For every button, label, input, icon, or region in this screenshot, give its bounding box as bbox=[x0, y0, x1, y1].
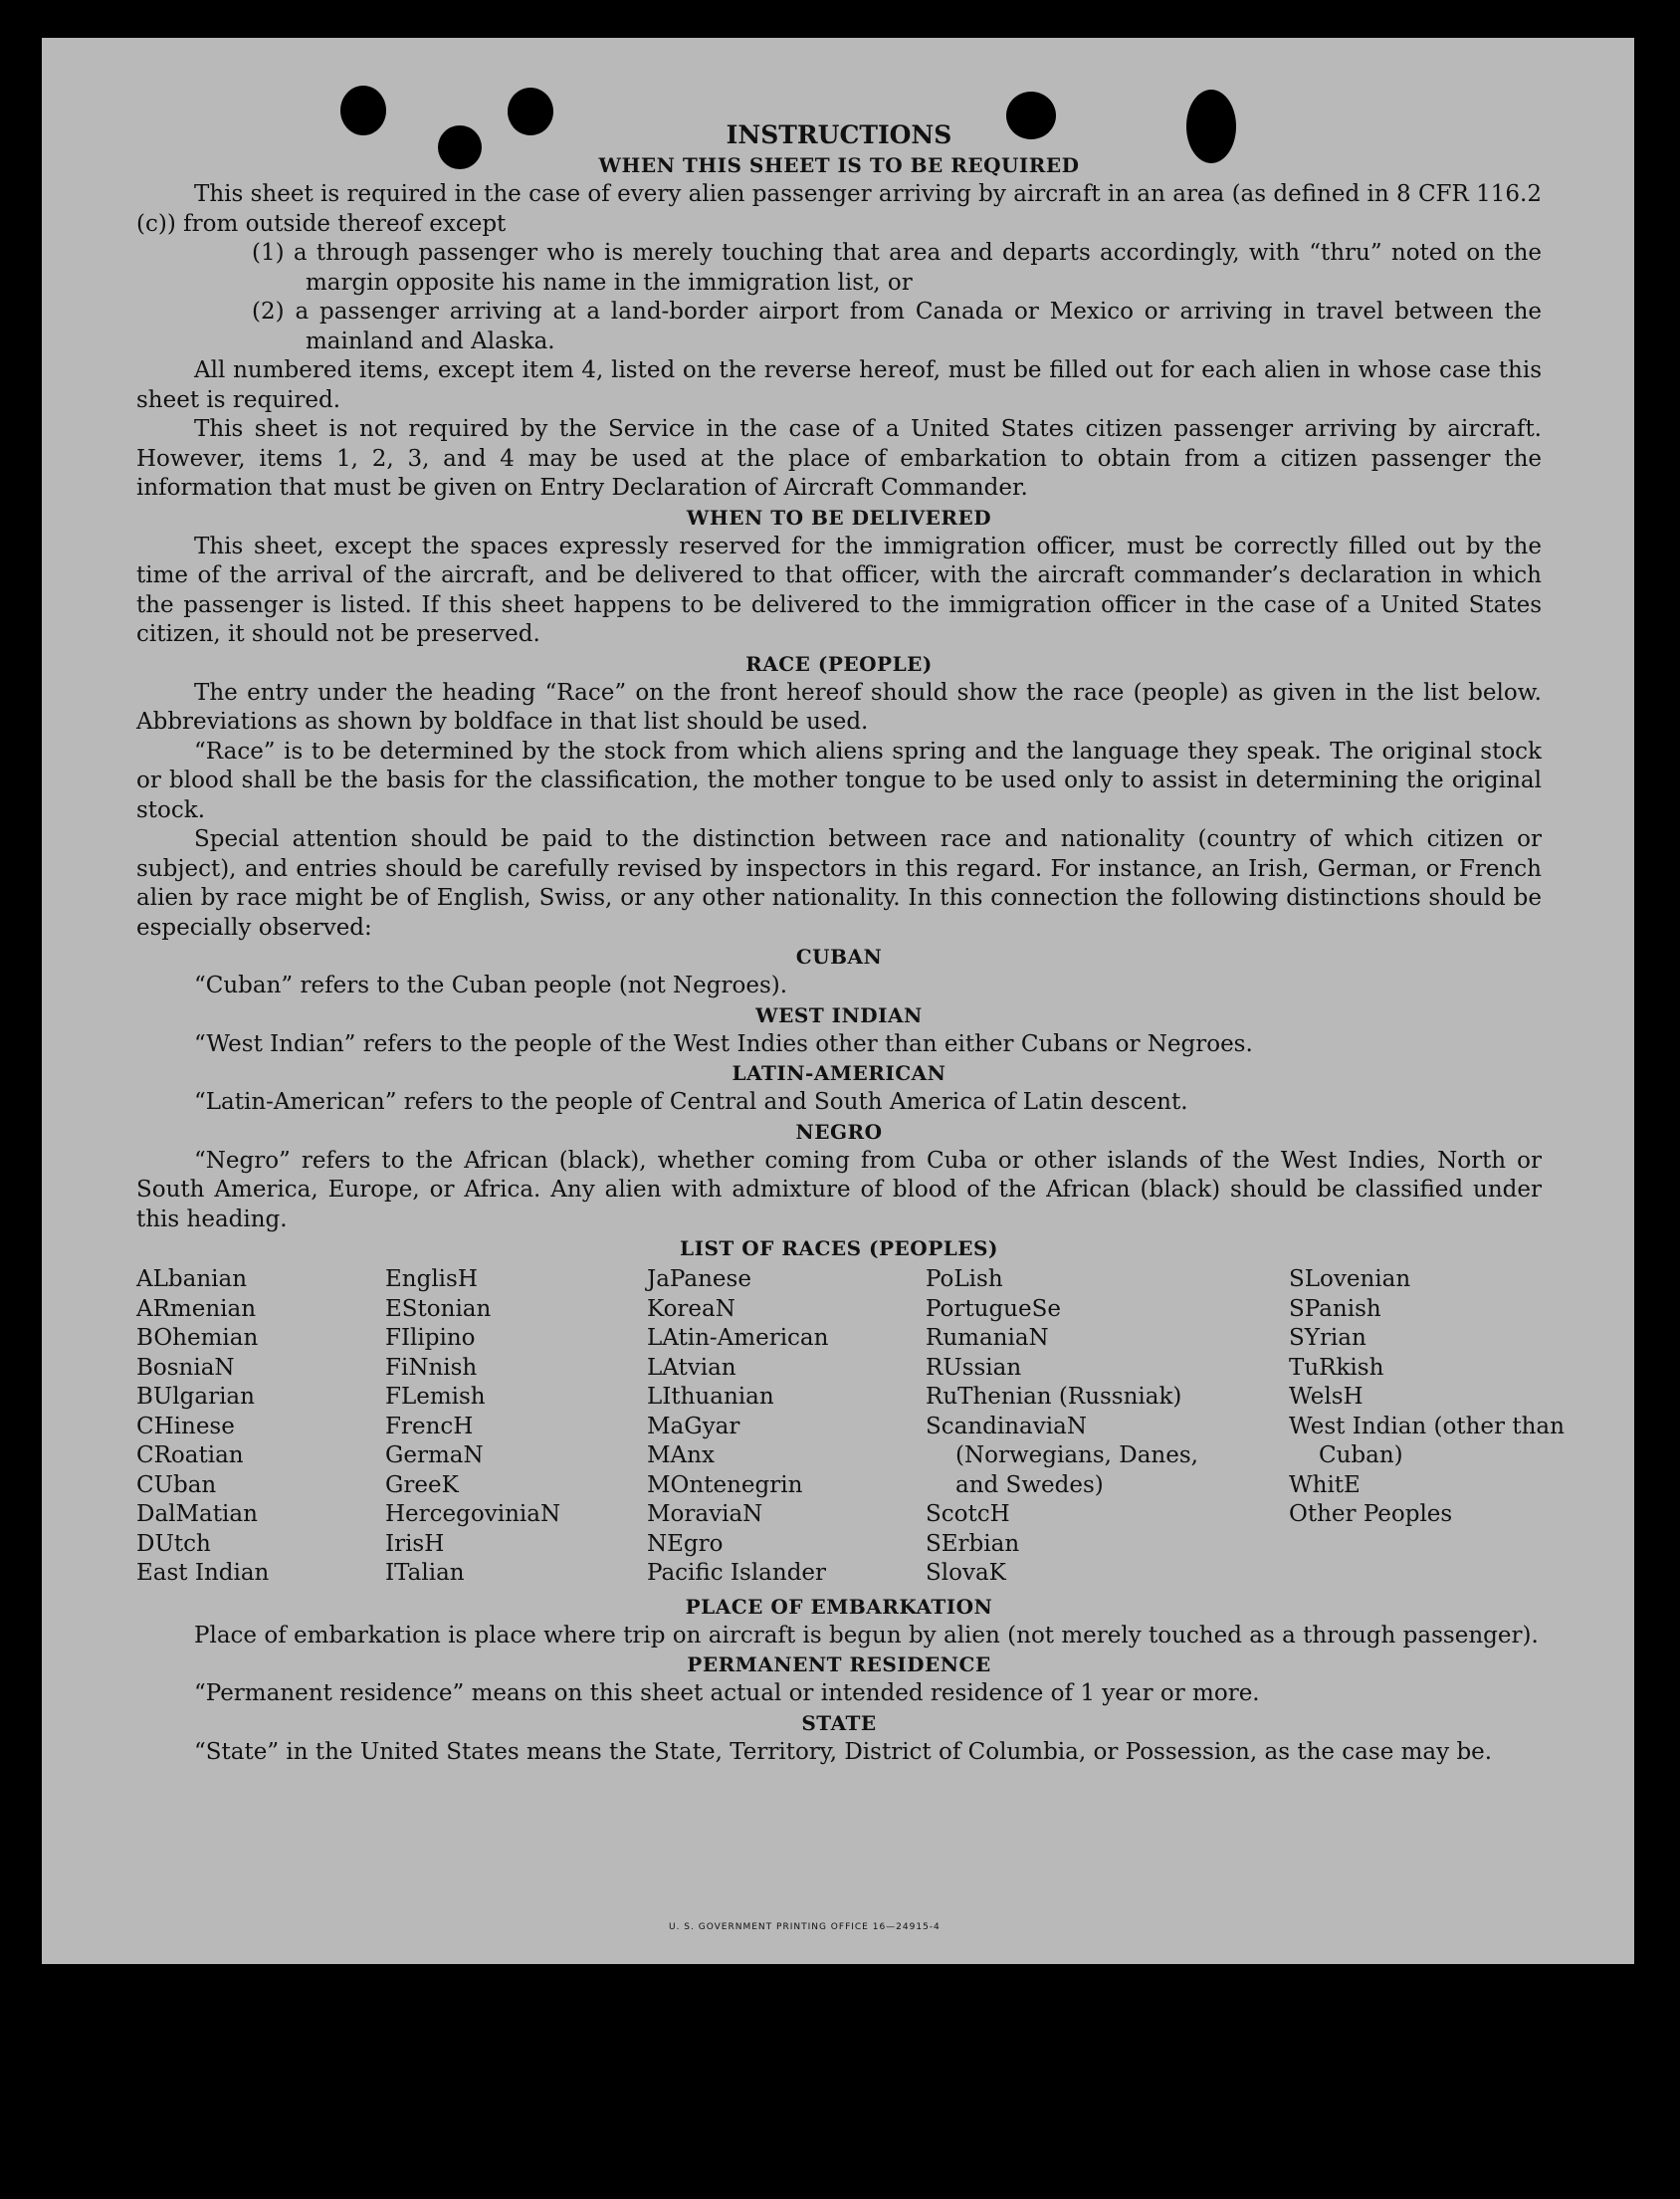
race-entry: MoraviaN bbox=[647, 1501, 763, 1527]
race-entry: FLemish bbox=[385, 1384, 486, 1410]
races-column bbox=[1289, 1265, 1565, 1589]
races-column bbox=[647, 1265, 926, 1589]
document-body bbox=[136, 119, 1565, 1767]
race-entry: BosniaN bbox=[136, 1354, 235, 1381]
race-entry: SLovenian bbox=[1289, 1266, 1411, 1292]
races-list bbox=[136, 1265, 1565, 1589]
race-entry: SPanish bbox=[1289, 1295, 1381, 1322]
race-entry: ScandinaviaN (Norwegians, Danes, and Swedes) bbox=[926, 1413, 1198, 1498]
heading-permanent-residence: PERMANENT RESIDENCE bbox=[687, 1652, 991, 1676]
race-entry: RuThenian (Russniak) bbox=[926, 1384, 1182, 1410]
heading-delivered: WHEN TO BE DELIVERED bbox=[686, 505, 992, 530]
paragraph: All numbered items, except item 4, listed on the reverse hereof, must be filled out for each alien in whose case this sheet is required. bbox=[136, 357, 1542, 413]
race-entry: LAtvian bbox=[647, 1354, 736, 1381]
heading-latin-american: LATIN-AMERICAN bbox=[732, 1061, 946, 1085]
document-sheet bbox=[42, 38, 1634, 1964]
document-title: INSTRUCTIONS bbox=[726, 120, 952, 149]
race-entry: PoLish bbox=[926, 1266, 1003, 1292]
race-entry: IrisH bbox=[385, 1530, 445, 1557]
race-entry: SErbian bbox=[926, 1530, 1020, 1557]
race-entry: WelsH bbox=[1289, 1384, 1364, 1410]
race-entry: NEgro bbox=[647, 1530, 724, 1557]
paragraph: Place of embarkation is place where trip on aircraft is begun by alien (not merely touched as a through passenger). bbox=[194, 1622, 1539, 1649]
paragraph: This sheet, except the spaces expressly reserved for the immigration officer, must be correctly filled out by the time of the arrival of the aircraft, and be delivered to that officer, with the aircraft commander’s declaration in which the passenger is listed. If this sheet happens to be delivered to the immigration officer in the case of a United States citizen, it should not be preserved. bbox=[136, 533, 1542, 647]
race-entry: LAtin-American bbox=[647, 1325, 829, 1351]
paragraph: This sheet is not required by the Service in the case of a United States citizen passenger arriving by aircraft. However, items 1, 2, 3, and 4 may be used at the place of embarkation to obtain from a citizen passenger the information that must be given on Entry Declaration of Aircraft Commander. bbox=[136, 416, 1542, 501]
race-entry: SlovaK bbox=[926, 1560, 1006, 1586]
race-entry: FIlipino bbox=[385, 1325, 476, 1351]
paragraph: The entry under the heading “Race” on the front hereof should show the race (people) as given in the list below. Abbreviations as shown by boldface in that list should be used. bbox=[136, 679, 1542, 735]
race-entry: HercegoviniaN bbox=[385, 1501, 561, 1527]
races-column bbox=[136, 1265, 385, 1589]
race-entry: ITalian bbox=[385, 1560, 465, 1586]
heading-cuban: CUBAN bbox=[795, 945, 883, 969]
printing-office-note: U. S. GOVERNMENT PRINTING OFFICE 16—24915-4 bbox=[669, 1922, 941, 1932]
race-entry: GermaN bbox=[385, 1442, 484, 1468]
race-entry: ARmenian bbox=[136, 1295, 257, 1322]
race-entry: RUssian bbox=[926, 1354, 1022, 1381]
race-entry: MOntenegrin bbox=[647, 1471, 803, 1498]
race-entry: TuRkish bbox=[1289, 1354, 1384, 1381]
race-entry: Other Peoples bbox=[1289, 1501, 1453, 1527]
races-column bbox=[926, 1265, 1289, 1589]
race-entry: MaGyar bbox=[647, 1413, 740, 1439]
heading-negro: NEGRO bbox=[795, 1119, 883, 1144]
race-entry: ALbanian bbox=[136, 1266, 248, 1292]
race-entry: RumaniaN bbox=[926, 1325, 1049, 1351]
heading-embarkation: PLACE OF EMBARKATION bbox=[685, 1594, 993, 1619]
heading-state: STATE bbox=[801, 1710, 877, 1735]
races-column bbox=[385, 1265, 647, 1589]
race-entry: GreeK bbox=[385, 1471, 459, 1498]
paragraph: Special attention should be paid to the distinction between race and nationality (country of which citizen or subject), and entries should be carefully revised by inspectors in this regard. For instance, an Irish, German, or French alien by race might be of English, Swiss, or any other nationality. In this connection the following distinctions should be especially observed: bbox=[136, 826, 1542, 941]
heading-required: WHEN THIS SHEET IS TO BE REQUIRED bbox=[598, 153, 1080, 177]
race-entry: SYrian bbox=[1289, 1325, 1366, 1351]
list-item: (1) a through passenger who is merely touching that area and departs accordingly, with “thru” noted on the margin opposite his name in the immigration list, or bbox=[252, 240, 1542, 296]
list-item: (2) a passenger arriving at a land-border airport from Canada or Mexico or arriving in travel between the mainland and Alaska. bbox=[252, 299, 1542, 354]
race-entry: ScotcH bbox=[926, 1501, 1010, 1527]
heading-race: RACE (PEOPLE) bbox=[745, 651, 933, 676]
race-entry: CRoatian bbox=[136, 1442, 244, 1468]
race-entry: East Indian bbox=[136, 1560, 270, 1586]
paragraph: This sheet is required in the case of every alien passenger arriving by aircraft in an area (as defined in 8 CFR 116.2 (c)) from outside thereof except bbox=[136, 181, 1542, 237]
race-entry: JaPanese bbox=[647, 1266, 751, 1292]
race-entry: FrencH bbox=[385, 1413, 474, 1439]
paragraph: “State” in the United States means the State, Territory, District of Columbia, or Possession, as the case may be. bbox=[194, 1738, 1493, 1765]
race-entry: DUtch bbox=[136, 1530, 211, 1557]
heading-west-indian: WEST INDIAN bbox=[755, 1002, 923, 1027]
race-entry: MAnx bbox=[647, 1442, 715, 1468]
race-entry: DalMatian bbox=[136, 1501, 258, 1527]
race-entry: KoreaN bbox=[647, 1295, 735, 1322]
race-entry: LIthuanian bbox=[647, 1384, 774, 1410]
race-entry: EnglisH bbox=[385, 1266, 478, 1292]
heading-list-of-races: LIST OF RACES (PEOPLES) bbox=[680, 1236, 998, 1260]
race-entry: BUlgarian bbox=[136, 1384, 255, 1410]
race-entry: BOhemian bbox=[136, 1325, 259, 1351]
paragraph: “West Indian” refers to the people of the West Indies other than either Cubans or Negroes. bbox=[194, 1030, 1253, 1057]
race-entry: West Indian (other than Cuban) bbox=[1289, 1413, 1565, 1468]
paragraph: “Negro” refers to the African (black), whether coming from Cuba or other islands of the West Indies, North or South America, Europe, or Africa. Any alien with admixture of blood of the African (black) should be classified under this heading. bbox=[136, 1147, 1542, 1232]
paragraph: “Cuban” refers to the Cuban people (not Negroes). bbox=[194, 973, 788, 998]
race-entry: EStonian bbox=[385, 1295, 492, 1322]
paragraph: “Race” is to be determined by the stock from which aliens spring and the language they speak. The original stock or blood shall be the basis for the classification, the mother tongue to be used only to assist in determining the original stock. bbox=[136, 738, 1542, 823]
paragraph: “Permanent residence” means on this sheet actual or intended residence of 1 year or more. bbox=[194, 1680, 1260, 1706]
race-entry: CHinese bbox=[136, 1413, 235, 1439]
paragraph: “Latin-American” refers to the people of Central and South America of Latin descent. bbox=[194, 1089, 1188, 1115]
race-entry: FiNnish bbox=[385, 1354, 478, 1381]
race-entry: WhitE bbox=[1289, 1471, 1361, 1498]
race-entry: Pacific Islander bbox=[647, 1560, 827, 1586]
race-entry: CUban bbox=[136, 1471, 217, 1498]
race-entry: PortugueSe bbox=[926, 1295, 1061, 1322]
